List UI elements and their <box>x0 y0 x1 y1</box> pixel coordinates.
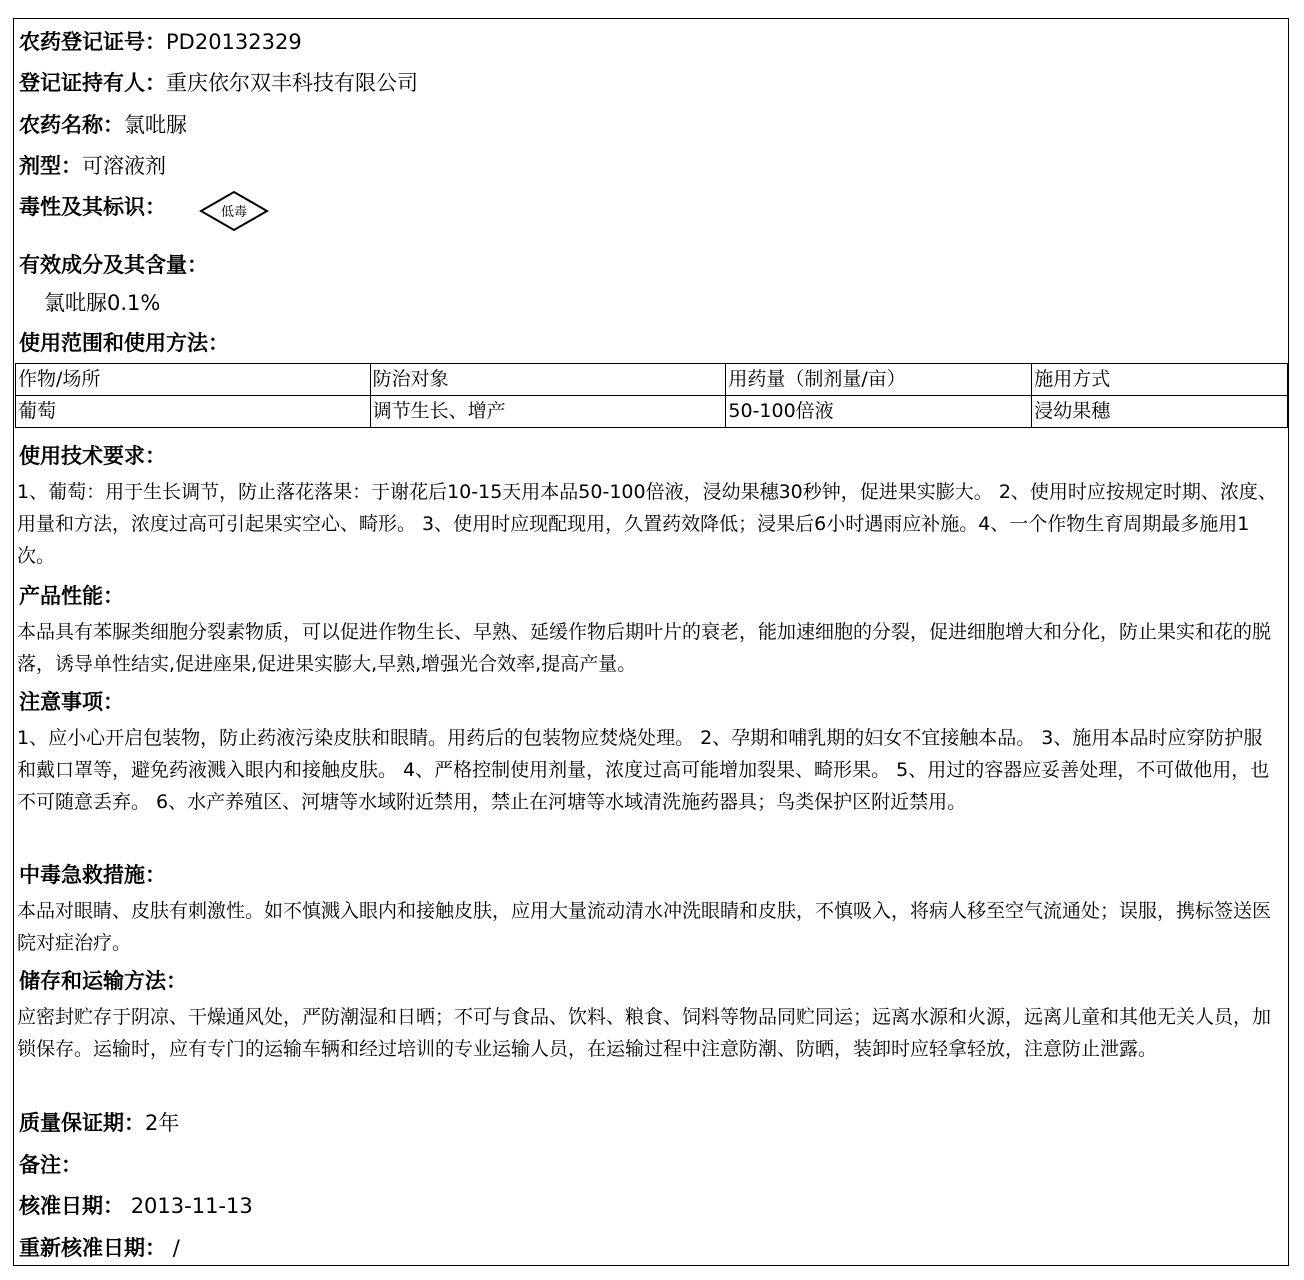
precautions-text: 1、应小心开启包装物，防止药液污染皮肤和眼睛。用药后的包装物应焚烧处理。 2、孕期和哺乳期的妇女不宜接触本品。 3、施用本品时应穿防护服和戴口罩等，避免药液溅入眼内和接触皮肤。 4、严格控制使用剂量，浓度过高可能增加裂果、畸形果。 5、用过的容器应妥善处理，不可做他用，也不可随意丢弃。 6、水产养殖区、河塘等水域附近禁用，禁止在河塘等水域清洗施药器具；鸟类保护区附近禁用。 <box>17 727 1270 813</box>
cell-method: 浸幼果穗 <box>1032 396 1288 428</box>
remarks-label: 备注： <box>19 1153 82 1177</box>
shelf-life-label: 质量保证期： <box>19 1111 145 1135</box>
remarks-row <box>19 1150 82 1180</box>
approval-date-label: 核准日期： <box>19 1194 124 1218</box>
performance-text: 本品具有苯脲类细胞分裂素物质，可以促进作物生长、早熟、延缓作物后期叶片的衰老，能加速细胞的分裂，促进细胞增大和分化，防止果实和花的脱落，诱导单性结实,促进座果,促进果实膨大,早熟,增强光合效率,提高产量。 <box>17 621 1272 675</box>
registration-document <box>13 18 1289 1266</box>
usage-label-row <box>19 328 229 358</box>
performance-label: 产品性能： <box>19 584 124 608</box>
toxicity-label: 毒性及其标识： <box>19 195 166 219</box>
storage-label-row <box>19 966 187 996</box>
tech-text: 1、葡萄：用于生长调节，防止落花落果：于谢花后10-15天用本品50-100倍液，浸幼果穗30秒钟，促进果实膨大。 2、使用时应按规定时期、浓度、用量和方法，浓度过高可引起果实空心、畸形。 3、使用时应现配现用，久置药效降低；浸果后6小时遇雨应补施。4、一个作物生育周期最多施用1次。 <box>17 481 1277 567</box>
storage-label: 储存和运输方法： <box>19 969 187 993</box>
header-method: 施用方式 <box>1032 364 1288 396</box>
approval-date-row <box>19 1191 253 1221</box>
formulation-row <box>19 151 166 181</box>
cell-crop: 葡萄 <box>16 396 371 428</box>
cell-dosage: 50-100倍液 <box>726 396 1032 428</box>
reapproval-date-row <box>19 1233 180 1263</box>
precautions-label-row <box>19 687 124 717</box>
performance-label-row <box>19 581 124 611</box>
first-aid-text: 本品对眼睛、皮肤有刺激性。如不慎溅入眼内和接触皮肤，应用大量流动清水冲洗眼睛和皮肤，不慎吸入，将病人移至空气流通处；误服，携标签送医院对症治疗。 <box>17 900 1272 954</box>
tech-label: 使用技术要求： <box>19 444 166 468</box>
holder-value: 重庆依尔双丰科技有限公司 <box>166 71 418 95</box>
formulation-value: 可溶液剂 <box>82 154 166 178</box>
header-target: 防治对象 <box>370 364 726 396</box>
registration-number-value: PD20132329 <box>166 30 302 54</box>
holder-row <box>19 68 418 98</box>
tech-label-row <box>19 441 166 471</box>
usage-label: 使用范围和使用方法： <box>19 331 229 355</box>
cell-target: 调节生长、增产 <box>370 396 726 428</box>
storage-text: 应密封贮存于阴凉、干燥通风处，严防潮湿和日晒；不可与食品、饮料、粮食、饲料等物品同贮同运；远离水源和火源，远离儿童和其他无关人员，加锁保存。运输时，应有专门的运输车辆和经过培训的专业运输人员，在运输过程中注意防潮、防晒，装卸时应轻拿轻放，注意防止泄露。 <box>17 1006 1272 1060</box>
header-crop: 作物/场所 <box>16 364 371 396</box>
holder-label: 登记证持有人： <box>19 71 166 95</box>
shelf-life-row <box>19 1108 179 1138</box>
ingredient-label: 有效成分及其含量： <box>19 253 208 277</box>
ingredient-value: 氯吡脲0.1% <box>44 291 161 315</box>
usage-table <box>15 363 1288 428</box>
precautions-label: 注意事项： <box>19 690 124 714</box>
first-aid-label: 中毒急救措施： <box>19 863 166 887</box>
reapproval-date-value: / <box>172 1236 180 1260</box>
pesticide-name-value: 氯吡脲 <box>124 113 187 137</box>
low-toxicity-icon <box>199 190 269 232</box>
first-aid-label-row <box>19 860 166 890</box>
pesticide-name-label: 农药名称： <box>19 113 124 137</box>
pesticide-name-row <box>19 110 187 140</box>
ingredient-label-row <box>19 250 208 280</box>
formulation-label: 剂型： <box>19 154 82 178</box>
registration-number-row <box>19 27 302 57</box>
approval-date-value: 2013-11-13 <box>130 1194 253 1218</box>
toxicity-row <box>19 192 166 222</box>
table-row <box>16 396 1288 428</box>
toxicity-badge-text: 低毒 <box>220 205 248 220</box>
shelf-life-value: 2年 <box>145 1111 180 1135</box>
header-dosage: 用药量（制剂量/亩） <box>726 364 1032 396</box>
usage-table-header <box>16 364 1288 396</box>
reapproval-date-label: 重新核准日期： <box>19 1236 166 1260</box>
registration-number-label: 农药登记证号： <box>19 30 166 54</box>
